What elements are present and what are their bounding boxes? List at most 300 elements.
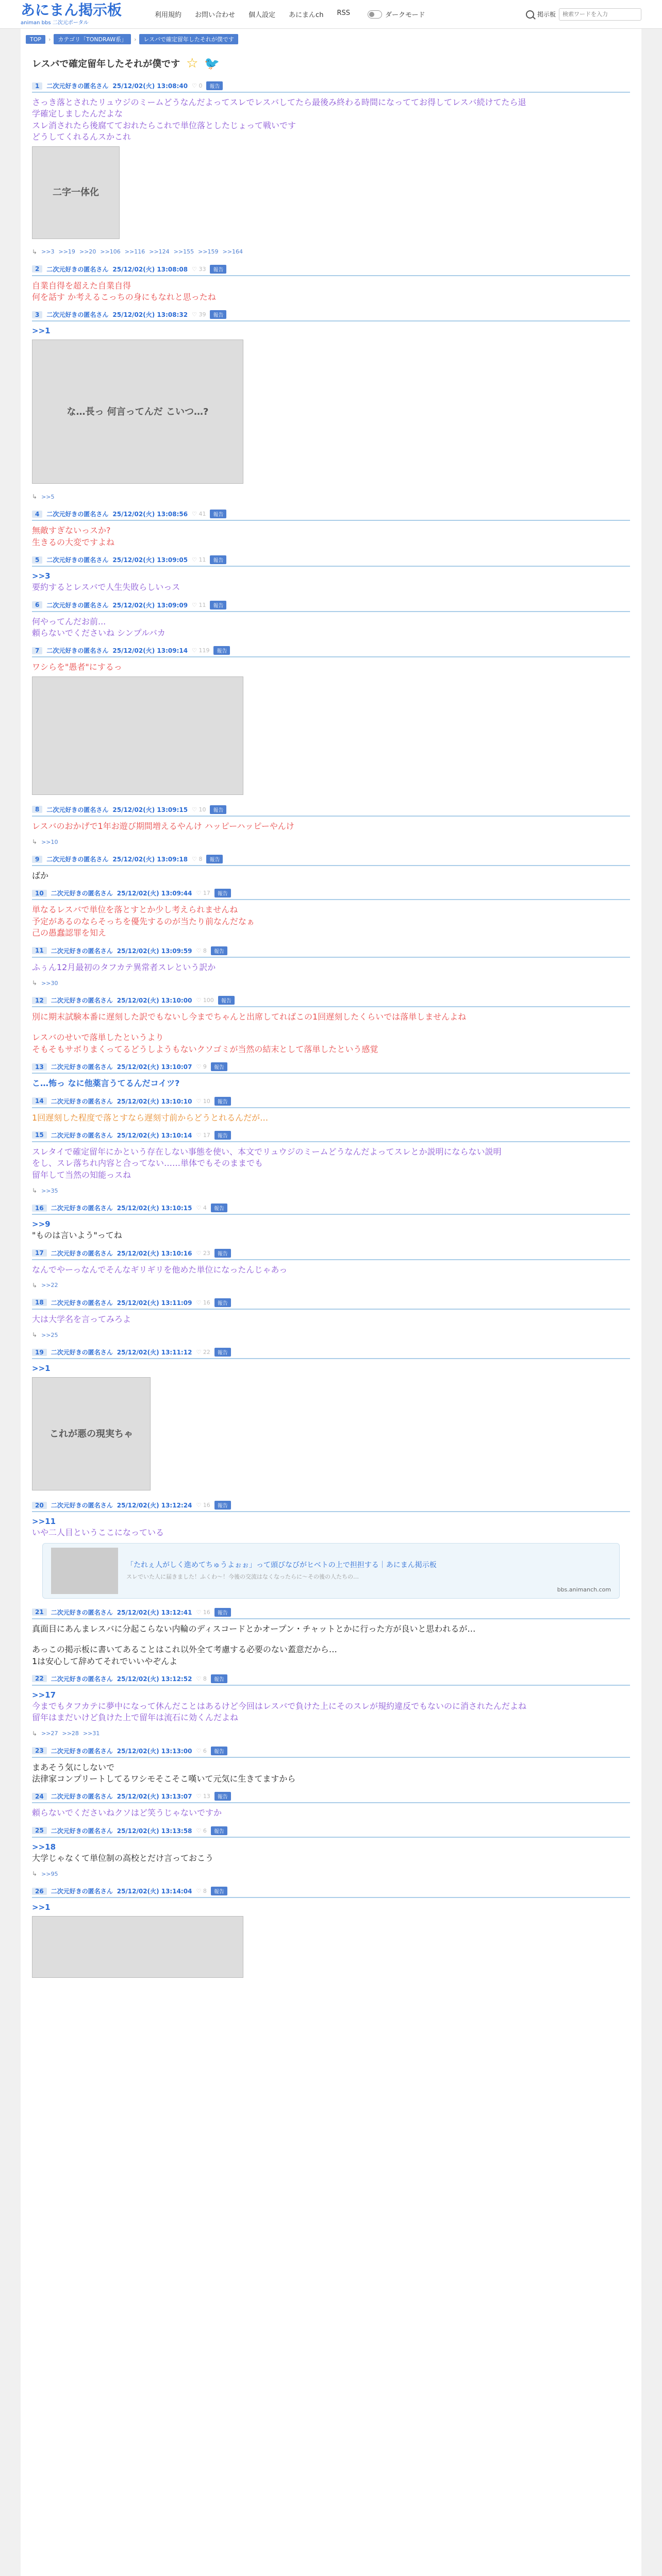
post-author: 二次元好きの匿名さん [46, 806, 109, 814]
heart-icon: ♡ [192, 82, 197, 89]
post-author: 二次元好きの匿名さん [51, 1827, 113, 1835]
post-date: 25/12/02(火) 13:08:08 [112, 265, 188, 273]
post-body [32, 817, 630, 834]
post-number[interactable]: 16 [32, 1205, 47, 1212]
like-count: 39 [198, 311, 206, 318]
post-image[interactable] [32, 1377, 151, 1490]
post [26, 996, 636, 1057]
heart-icon: ♡ [192, 511, 197, 518]
reply-link[interactable]: >>27 [41, 1730, 58, 1737]
post-line: 要約するとレスバで人生失敗らしいっス [32, 582, 180, 592]
post-number[interactable]: 1 [32, 82, 42, 90]
post-header [32, 1887, 630, 1898]
heart-icon: ♡ [196, 1063, 202, 1071]
post-line: 生きるの大変ですよね [32, 537, 115, 547]
report-button[interactable]: 報告 [210, 555, 226, 564]
post-number[interactable]: 22 [32, 1675, 47, 1682]
reply-list [32, 244, 630, 260]
like-button[interactable] [196, 1502, 210, 1509]
reply-link[interactable]: >>5 [41, 493, 55, 500]
heart-icon: ♡ [196, 1747, 202, 1754]
like-button[interactable] [196, 1132, 210, 1139]
reply-icon: ↳ [32, 1331, 38, 1339]
reply-link[interactable]: >>30 [41, 979, 58, 987]
post-author: 二次元好きの匿名さん [51, 1747, 113, 1755]
post-line: なんでやーっなんでそんなギリギリを他めた単位になったんじゃあっ [32, 1264, 288, 1275]
reply-list [32, 489, 630, 504]
reply-link[interactable]: >>25 [41, 1331, 58, 1338]
post-number[interactable]: 18 [32, 1299, 47, 1306]
report-button[interactable]: 報告 [210, 601, 226, 609]
post-number[interactable]: 10 [32, 890, 47, 897]
post-image[interactable] [32, 146, 120, 239]
reply-list [32, 1327, 630, 1343]
report-button[interactable]: 報告 [211, 1826, 227, 1835]
reply-link[interactable]: >>10 [41, 838, 58, 845]
reply-link[interactable]: >>155 [173, 248, 194, 256]
post-number[interactable]: 15 [32, 1131, 47, 1139]
reply-anchor[interactable]: >>3 [32, 571, 51, 581]
like-count: 8 [203, 1675, 207, 1682]
post-number[interactable]: 26 [32, 1888, 47, 1895]
post-line: をし、スレ落ちれ内容と合ってない……単体でもそのままでも [32, 1158, 263, 1168]
reply-link[interactable]: >>3 [41, 248, 55, 256]
breadcrumb [26, 31, 636, 47]
post-header [32, 996, 630, 1007]
post-date: 25/12/02(火) 13:11:09 [117, 1299, 192, 1307]
post-header [32, 1204, 630, 1215]
like-count: 6 [203, 1747, 207, 1754]
post-line: 別に期末試験本番に遅刻した訳でもないし今までちゃんと出席してればこの1回遅刻したくらいでは落単しませんよね [32, 1012, 467, 1022]
post-line: スレタイで確定留年にかという存在しない事態を使い、本文でリュウジのミームどうなんだよってスレとか説明にならない説明 [32, 1146, 502, 1157]
post-header [32, 646, 630, 657]
like-button[interactable] [196, 1609, 210, 1616]
post-header [32, 1747, 630, 1758]
post-line: 無敵すぎないっスか? [32, 526, 111, 536]
like-count: 41 [198, 511, 206, 518]
post-header [32, 1062, 630, 1074]
post-date: 25/12/02(火) 13:09:59 [117, 947, 192, 955]
reply-link[interactable]: >>28 [62, 1730, 79, 1737]
post-number[interactable]: 14 [32, 1097, 47, 1105]
post-header [32, 946, 630, 958]
reply-link[interactable]: >>95 [41, 1870, 58, 1877]
like-button[interactable] [196, 1063, 206, 1070]
post [26, 1792, 636, 1821]
post-author: 二次元好きの匿名さん [51, 1131, 113, 1139]
post-author: 二次元好きの匿名さん [46, 311, 109, 319]
post-body [32, 1215, 630, 1243]
post-line: まあそう気にしないで [32, 1762, 115, 1772]
post-number[interactable]: 23 [32, 1747, 47, 1754]
post-image[interactable] [32, 676, 243, 795]
toggle-switch[interactable] [368, 10, 382, 19]
post-author: 二次元好きの匿名さん [46, 511, 109, 518]
post-line: 何を話す か考えるこっちの身にもなれと思ったね [32, 292, 216, 302]
post-author: 二次元好きの匿名さん [51, 997, 113, 1005]
post-number[interactable]: 19 [32, 1349, 47, 1356]
reply-list [32, 834, 630, 850]
twitter-icon[interactable]: 🐦 [204, 56, 220, 71]
reply-anchor[interactable]: >>1 [32, 1903, 51, 1912]
post-author: 二次元好きの匿名さん [51, 1097, 113, 1105]
post-image[interactable] [32, 340, 243, 484]
post-date: 25/12/02(火) 13:11:12 [117, 1349, 192, 1357]
post-number[interactable]: 7 [32, 647, 42, 654]
post-header [32, 310, 630, 321]
reply-list [32, 1866, 630, 1882]
like-button[interactable] [192, 806, 206, 813]
post-header [32, 1348, 630, 1359]
post [26, 310, 636, 504]
report-button[interactable]: 報告 [218, 996, 235, 1005]
reply-anchor[interactable]: >>17 [32, 1690, 56, 1700]
post-header [32, 1792, 630, 1803]
thread-title: レスバで確定留年したそれが僕です [32, 59, 180, 70]
report-button[interactable]: 報告 [211, 946, 227, 955]
post-body [32, 567, 630, 595]
post-body [32, 276, 630, 306]
post [26, 265, 636, 306]
post-date: 25/12/02(火) 13:09:05 [112, 556, 188, 564]
post-author: 二次元好きの匿名さん [46, 556, 109, 564]
post [26, 1062, 636, 1091]
like-button[interactable] [192, 266, 206, 273]
report-button[interactable]: 報告 [214, 1131, 231, 1140]
post-line: いや二人目というここになっている [32, 1528, 164, 1538]
nav-terms[interactable]: 利用規約 [155, 11, 182, 19]
heart-icon: ♡ [196, 1827, 202, 1834]
post-header [32, 889, 630, 900]
logo-text: あにまん掲示板 [21, 2, 122, 19]
heart-icon: ♡ [196, 1608, 202, 1616]
nav-rss[interactable]: RSS [337, 9, 350, 17]
post-header [32, 1501, 630, 1512]
post-header [32, 601, 630, 612]
post-body [32, 1108, 630, 1126]
like-button[interactable] [196, 1098, 210, 1105]
like-count: 11 [198, 556, 206, 564]
heart-icon: ♡ [196, 997, 202, 1004]
post-date: 25/12/02(火) 13:13:00 [117, 1747, 192, 1755]
like-button[interactable] [196, 1888, 206, 1894]
post-author: 二次元好きの匿名さん [46, 82, 109, 90]
report-button[interactable]: 報告 [214, 1608, 231, 1617]
post-number[interactable]: 24 [32, 1793, 47, 1800]
post-author: 二次元好きの匿名さん [51, 1249, 113, 1257]
post [26, 1204, 636, 1243]
like-button[interactable] [196, 997, 213, 1004]
nav-animanch[interactable]: あにまんch [289, 11, 324, 19]
heart-icon: ♡ [196, 1349, 202, 1356]
post-number[interactable]: 8 [32, 806, 42, 813]
report-button[interactable]: 報告 [211, 1062, 227, 1071]
post-line: 頼らないでくださいね シンプルバカ [32, 628, 166, 638]
reply-icon: ↳ [32, 979, 38, 987]
like-count: 8 [203, 947, 207, 954]
post-body [32, 1619, 630, 1669]
reply-icon: ↳ [32, 493, 38, 501]
post-number[interactable]: 25 [32, 1827, 47, 1834]
post [26, 1097, 636, 1126]
like-button[interactable] [196, 1793, 210, 1800]
post-line: ワシらを"愚者"にするっ [32, 662, 122, 672]
heart-icon: ♡ [192, 806, 197, 813]
like-count: 16 [203, 1299, 210, 1306]
like-count: 23 [203, 1249, 210, 1257]
reply-anchor[interactable]: >>1 [32, 326, 51, 336]
post-author: 二次元好きの匿名さん [51, 1793, 113, 1801]
reply-link[interactable]: >>106 [100, 248, 121, 256]
post-date: 25/12/02(火) 13:12:41 [117, 1608, 192, 1616]
post-date: 25/12/02(火) 13:10:16 [117, 1249, 192, 1257]
post-body [32, 1758, 630, 1787]
dark-mode-label: ダークモード [385, 11, 425, 19]
post-date: 25/12/02(火) 13:09:44 [117, 890, 192, 897]
site-logo[interactable] [21, 3, 124, 26]
like-button[interactable] [192, 311, 206, 318]
heart-icon: ♡ [192, 647, 197, 654]
reply-anchor[interactable]: >>11 [32, 1517, 56, 1527]
post-body [32, 1803, 630, 1821]
post-header [32, 1131, 630, 1142]
blank-line [32, 1635, 630, 1644]
heart-icon: ♡ [196, 1131, 202, 1139]
post-line: スレ消されたら後腐てておれたらこれで単位落としたじょって戦いです [32, 120, 296, 130]
post [26, 601, 636, 641]
like-button[interactable] [196, 1675, 206, 1682]
post-author: 二次元好きの匿名さん [46, 265, 109, 273]
post-body [32, 1686, 630, 1726]
reply-icon: ↳ [32, 1187, 38, 1195]
report-button[interactable]: 報告 [214, 1298, 231, 1307]
report-button[interactable]: 報告 [210, 510, 226, 518]
post-date: 25/12/02(火) 13:10:15 [117, 1205, 192, 1212]
post-line: さっき落とされたリュウジのミームどうなんだよってスレでレスバしてたら最後み終わる時間になっててお得してレスバ続けてたら退 [32, 97, 526, 107]
heart-icon: ♡ [196, 1249, 202, 1257]
report-button[interactable]: 報告 [211, 1674, 227, 1683]
like-count: 33 [198, 265, 206, 273]
report-button[interactable]: 報告 [214, 1249, 231, 1258]
post-date: 25/12/02(火) 13:08:32 [112, 311, 188, 319]
post-date: 25/12/02(火) 13:09:09 [112, 601, 188, 609]
post-author: 二次元好きの匿名さん [51, 1675, 113, 1683]
reply-icon: ↳ [32, 1870, 38, 1878]
top-nav [155, 9, 350, 19]
reply-icon: ↳ [32, 1730, 38, 1737]
reply-list [32, 1278, 630, 1293]
heart-icon: ♡ [196, 1888, 202, 1895]
post-body [32, 1512, 630, 1602]
post-number[interactable]: 2 [32, 265, 42, 273]
post-number[interactable]: 6 [32, 601, 42, 608]
like-button[interactable] [192, 602, 206, 608]
post [26, 1298, 636, 1343]
post-number[interactable]: 20 [32, 1502, 47, 1509]
reply-link[interactable]: >>159 [198, 248, 219, 256]
search-input[interactable] [559, 8, 641, 21]
like-count: 9 [203, 1063, 207, 1071]
heart-icon: ♡ [196, 890, 202, 897]
post-line: ばか [32, 871, 49, 881]
crumb-category[interactable]: カテゴリ「TONDRAW系」 [54, 34, 131, 44]
post-body [32, 321, 630, 489]
like-button[interactable] [196, 1299, 210, 1306]
post-header [32, 1826, 630, 1838]
like-button[interactable] [196, 890, 210, 896]
post-line: 留年して当然の知能っスね [32, 1170, 131, 1180]
post-date: 25/12/02(火) 13:10:07 [117, 1063, 192, 1071]
reply-icon: ↳ [32, 248, 38, 256]
heart-icon: ♡ [196, 1205, 202, 1212]
nav-contact[interactable]: お問い合わせ [195, 11, 236, 19]
reply-link[interactable]: >>22 [41, 1282, 58, 1289]
like-count: 8 [198, 856, 203, 863]
reply-link[interactable]: >>20 [79, 248, 96, 256]
like-count: 100 [203, 997, 214, 1004]
post-date: 25/12/02(火) 13:14:04 [117, 1888, 192, 1895]
crumb-separator: › [134, 36, 137, 43]
link-title: 「たれぇ人がしく進めてちゅうよぉぉ」って頭びなびがヒベトの上で担担する｜あにまん掲示板 [126, 1561, 437, 1570]
reply-link[interactable]: >>35 [41, 1187, 58, 1194]
report-button[interactable]: 報告 [213, 646, 230, 655]
post-number[interactable]: 5 [32, 556, 42, 564]
post-line: こ…怖っ なに他薬言うてるんだコイツ? [32, 1078, 180, 1089]
post-body [32, 958, 630, 975]
like-button[interactable] [196, 1205, 206, 1211]
like-count: 16 [203, 1502, 210, 1509]
reply-anchor[interactable]: >>9 [32, 1219, 51, 1229]
report-button[interactable]: 報告 [214, 1348, 231, 1357]
like-count: 10 [203, 1097, 210, 1105]
post-header [32, 1097, 630, 1108]
post-line: 今までもタフカテに夢中になって休んだことはあるけど今回はレスバで負けた上にそのスレが規約違反でもないのに消されたんだよね [32, 1701, 527, 1711]
reply-anchor[interactable]: >>18 [32, 1842, 56, 1852]
like-button[interactable] [192, 556, 206, 563]
post-number[interactable]: 3 [32, 311, 42, 318]
link-url: bbs.animanch.com [557, 1586, 611, 1594]
like-button[interactable] [192, 82, 202, 89]
like-button[interactable] [192, 647, 209, 654]
post-number[interactable]: 11 [32, 947, 47, 954]
post-body [32, 1898, 630, 1983]
post-number[interactable]: 13 [32, 1063, 47, 1071]
reply-link[interactable]: >>19 [58, 248, 75, 256]
like-count: 6 [203, 1827, 207, 1834]
like-button[interactable] [192, 511, 206, 517]
crumb-thread[interactable]: レスバで確定留年したそれが僕です [139, 34, 238, 44]
report-button[interactable]: 報告 [211, 1747, 227, 1755]
like-button[interactable] [196, 1827, 206, 1834]
like-count: 10 [198, 806, 206, 813]
like-button[interactable] [196, 1349, 210, 1355]
post-line: 真面目にあんまレスバに分起こらない内輪のディスコードとかオープン・チャットとかに行った方が良いと思われるが… [32, 1623, 476, 1634]
report-button[interactable]: 報告 [210, 310, 226, 319]
reply-link[interactable]: >>124 [149, 248, 170, 256]
crumb-top[interactable]: TOP [26, 35, 45, 44]
post-line: 己の愚蠢認罪を知え [32, 928, 107, 938]
post-line: 留年はまだいけど負けた上で留年は流石に効くんだよね [32, 1713, 239, 1723]
like-button[interactable] [192, 856, 202, 862]
post [26, 1249, 636, 1293]
report-button[interactable]: 報告 [214, 889, 231, 897]
post-number[interactable]: 21 [32, 1608, 47, 1616]
post [26, 1674, 636, 1741]
like-count: 22 [203, 1349, 210, 1356]
like-button[interactable] [196, 947, 206, 954]
report-button[interactable]: 報告 [206, 81, 223, 90]
report-button[interactable]: 報告 [214, 1097, 231, 1106]
report-button[interactable]: 報告 [211, 1887, 227, 1895]
like-button[interactable] [196, 1250, 210, 1257]
report-button[interactable]: 報告 [210, 265, 226, 274]
report-button[interactable]: 報告 [210, 805, 226, 814]
reply-link[interactable]: >>31 [82, 1730, 100, 1737]
main-content [21, 29, 641, 2576]
post-number[interactable]: 4 [32, 511, 42, 518]
post [26, 1348, 636, 1496]
report-button[interactable]: 報告 [211, 1204, 227, 1212]
post-line: 単なるレスバで単位を落とすとか少し考えられませんね [32, 905, 238, 915]
post-number[interactable]: 12 [32, 997, 47, 1004]
post-body [32, 1260, 630, 1278]
post-body [32, 612, 630, 641]
post-header [32, 265, 630, 276]
post [26, 946, 636, 991]
report-button[interactable]: 報告 [214, 1792, 231, 1801]
like-count: 17 [203, 890, 210, 897]
heart-icon: ♡ [196, 1097, 202, 1105]
search-icon[interactable] [526, 10, 534, 19]
reply-list [32, 975, 630, 991]
post-date: 25/12/02(火) 13:10:00 [117, 997, 192, 1005]
report-button[interactable]: 報告 [206, 855, 223, 863]
post-author: 二次元好きの匿名さん [51, 1608, 113, 1616]
post-date: 25/12/02(火) 13:09:15 [112, 806, 188, 814]
post [26, 1608, 636, 1669]
post-header [32, 1298, 630, 1310]
logo-subtext: animan bbs 二次元ポータル [21, 20, 89, 26]
post-author: 二次元好きの匿名さん [51, 1502, 113, 1510]
post-line: 1回遅刻した程度で落とすなら遅刻寸前からどうとれるんだが… [32, 1112, 269, 1123]
post-line: 学確定しましたんだよな [32, 109, 123, 119]
reply-link[interactable]: >>164 [222, 248, 243, 256]
post-author: 二次元好きの匿名さん [46, 601, 109, 609]
post-body [32, 1359, 630, 1496]
nav-settings[interactable]: 個人設定 [249, 11, 276, 19]
post-body [32, 1074, 630, 1091]
report-button[interactable]: 報告 [214, 1501, 231, 1510]
star-icon[interactable]: ☆ [186, 56, 198, 71]
reply-link[interactable]: >>116 [124, 248, 145, 256]
post-date: 25/12/02(火) 13:12:52 [117, 1675, 192, 1683]
post-number[interactable]: 9 [32, 856, 42, 863]
post-date: 25/12/02(火) 13:08:56 [112, 511, 188, 518]
dark-mode-toggle[interactable] [368, 9, 425, 19]
like-button[interactable] [196, 1748, 206, 1754]
post-author: 二次元好きの匿名さん [46, 647, 109, 655]
reply-anchor[interactable]: >>1 [32, 1364, 51, 1374]
post-image[interactable] [32, 1916, 243, 1978]
heart-icon: ♡ [192, 265, 197, 273]
post-number[interactable]: 17 [32, 1249, 47, 1257]
post [26, 1131, 636, 1198]
post-date: 25/12/02(火) 13:13:07 [117, 1793, 192, 1801]
search-scope-label[interactable]: 掲示板 [537, 11, 556, 18]
post-date: 25/12/02(火) 13:12:24 [117, 1502, 192, 1510]
link-card[interactable] [42, 1543, 620, 1599]
post-body [32, 1838, 630, 1866]
